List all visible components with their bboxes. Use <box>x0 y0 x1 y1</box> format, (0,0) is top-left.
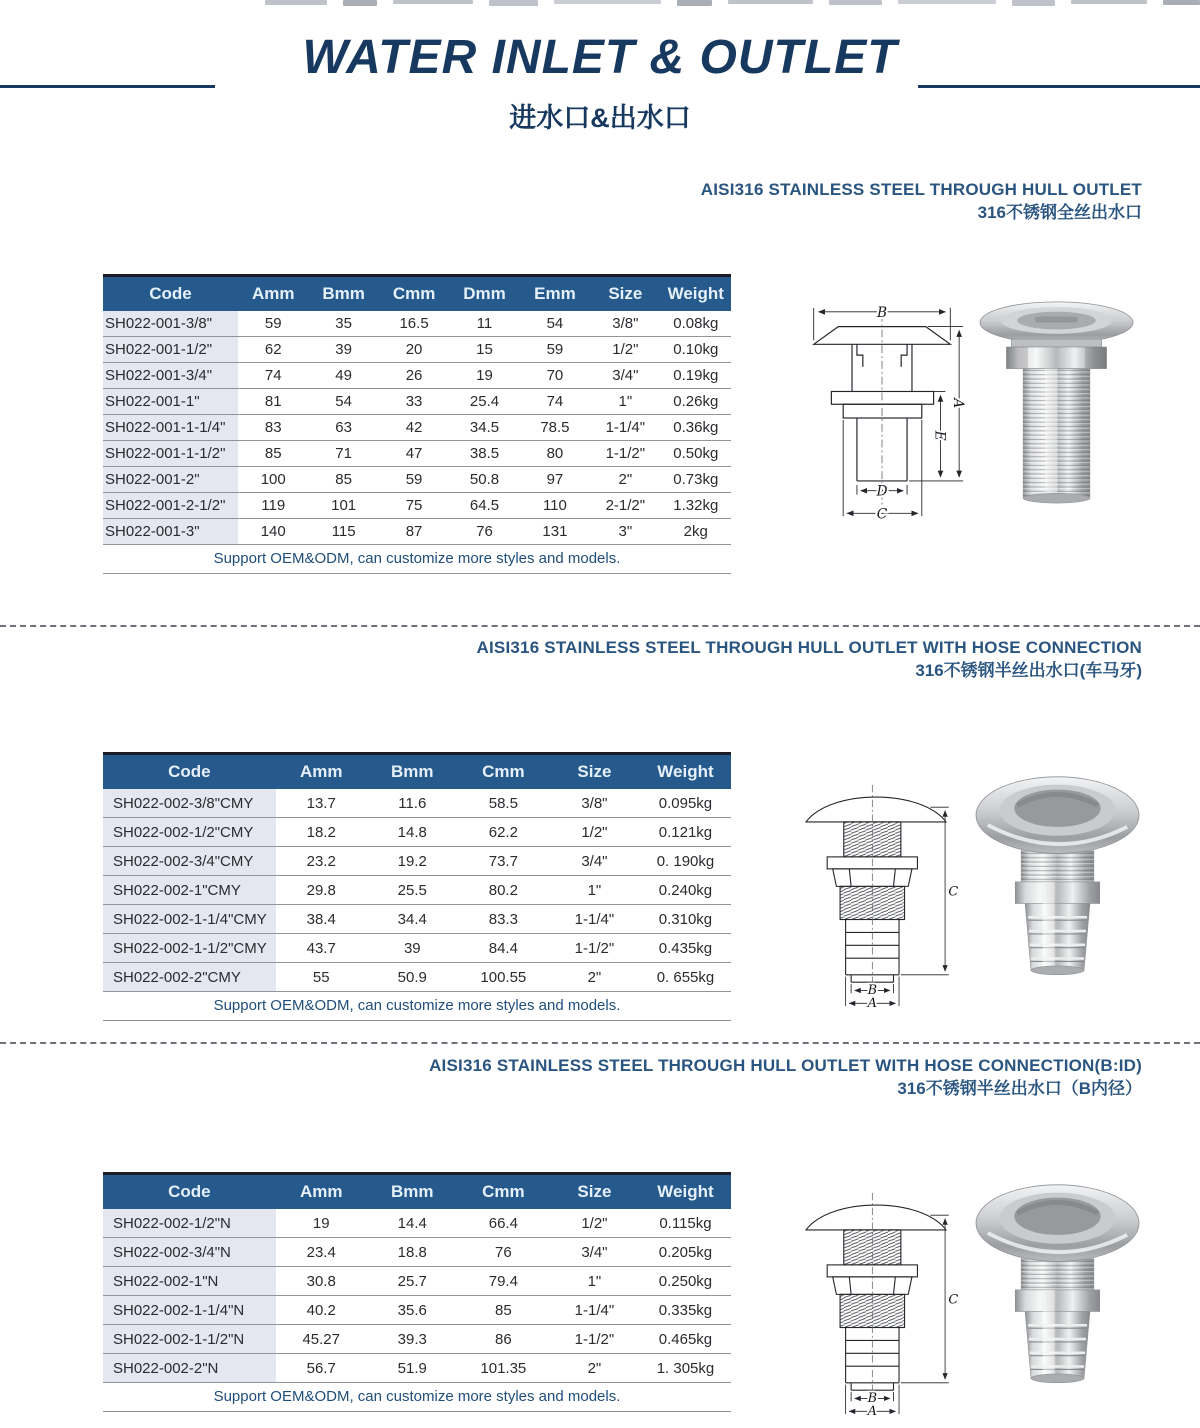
table-row <box>103 389 731 415</box>
page-title: WATER INLET & OUTLET <box>302 31 898 84</box>
code-cell: SH022-002-1-1/4"CMY <box>103 905 276 934</box>
column-header-size: Size <box>549 754 640 790</box>
value-cell: 39.3 <box>367 1325 458 1354</box>
table-row <box>103 415 731 441</box>
dim-label-a: A <box>950 398 967 409</box>
section1-heading <box>701 179 1142 224</box>
table-row <box>103 847 731 876</box>
value-cell: 0.19kg <box>661 363 731 389</box>
value-cell: 1" <box>549 876 640 905</box>
table-row <box>103 1296 731 1325</box>
value-cell: 33 <box>379 389 449 415</box>
note-row <box>103 545 731 574</box>
column-header-dmm: Dmm <box>449 276 519 312</box>
dimension-drawing-icon <box>796 298 968 539</box>
value-cell: 3/8" <box>549 789 640 818</box>
dim-label-a: A <box>867 996 877 1012</box>
column-header-size: Size <box>590 276 660 312</box>
value-cell: 1/2" <box>549 818 640 847</box>
dim-label-b: B <box>876 304 888 321</box>
dim-label-b: B <box>867 983 878 999</box>
value-cell: 0.26kg <box>661 389 731 415</box>
value-cell: 2" <box>549 963 640 992</box>
value-cell: 87 <box>379 519 449 545</box>
value-cell: 0.73kg <box>661 467 731 493</box>
value-cell: 81 <box>238 389 308 415</box>
value-cell: 19.2 <box>367 847 458 876</box>
table-row <box>103 1354 731 1383</box>
value-cell: 66.4 <box>458 1209 549 1238</box>
value-cell: 140 <box>238 519 308 545</box>
column-header-cmm: Cmm <box>458 1174 549 1210</box>
section3-table-wrap <box>103 1172 731 1412</box>
value-cell: 2-1/2" <box>590 493 660 519</box>
value-cell: 30.8 <box>276 1267 367 1296</box>
dim-label-c: C <box>876 506 888 523</box>
value-cell: 16.5 <box>379 311 449 337</box>
section3-dimension-drawing <box>792 1182 960 1427</box>
section1-table-wrap <box>103 274 731 574</box>
value-cell: 0.121kg <box>640 818 731 847</box>
section2-heading-cn: 316不锈钢半丝出水口(车马牙) <box>915 661 1142 680</box>
title-rule-right <box>918 85 1200 88</box>
value-cell: 110 <box>520 493 590 519</box>
code-cell: SH022-001-3/4" <box>103 363 238 389</box>
value-cell: 3/8" <box>590 311 660 337</box>
value-cell: 1" <box>590 389 660 415</box>
code-cell: SH022-002-3/4"N <box>103 1238 276 1267</box>
oem-note: Support OEM&ODM, can customize more styles and models. <box>103 1383 731 1412</box>
value-cell: 0.465kg <box>640 1325 731 1354</box>
column-header-weight: Weight <box>640 754 731 790</box>
value-cell: 43.7 <box>276 934 367 963</box>
value-cell: 23.4 <box>276 1238 367 1267</box>
oem-note: Support OEM&ODM, can customize more styles and models. <box>103 545 731 574</box>
section1-heading-en: AISI316 STAINLESS STEEL THROUGH HULL OUTLET <box>700 180 1142 199</box>
code-cell: SH022-002-1/2"N <box>103 1209 276 1238</box>
value-cell: 51.9 <box>367 1354 458 1383</box>
value-cell: 49 <box>308 363 378 389</box>
code-cell: SH022-001-1" <box>103 389 238 415</box>
code-cell: SH022-002-2"CMY <box>103 963 276 992</box>
value-cell: 75 <box>379 493 449 519</box>
table-row <box>103 1325 731 1354</box>
value-cell: 78.5 <box>520 415 590 441</box>
table-row <box>103 963 731 992</box>
value-cell: 119 <box>238 493 308 519</box>
table-row <box>103 363 731 389</box>
dimension-drawing-icon <box>792 1182 960 1427</box>
value-cell: 71 <box>308 441 378 467</box>
hose-fitting-photo-icon <box>972 1174 1144 1395</box>
value-cell: 1/2" <box>549 1209 640 1238</box>
value-cell: 14.8 <box>367 818 458 847</box>
value-cell: 15 <box>449 337 519 363</box>
value-cell: 62 <box>238 337 308 363</box>
value-cell: 0.435kg <box>640 934 731 963</box>
value-cell: 11 <box>449 311 519 337</box>
note-row <box>103 1383 731 1412</box>
value-cell: 80 <box>520 441 590 467</box>
value-cell: 74 <box>238 363 308 389</box>
value-cell: 2kg <box>661 519 731 545</box>
table-row <box>103 905 731 934</box>
value-cell: 79.4 <box>458 1267 549 1296</box>
header-row <box>103 1174 731 1210</box>
value-cell: 0.115kg <box>640 1209 731 1238</box>
value-cell: 115 <box>308 519 378 545</box>
column-header-size: Size <box>549 1174 640 1210</box>
value-cell: 76 <box>449 519 519 545</box>
dim-label-e: E <box>931 430 948 441</box>
code-cell: SH022-001-1/2" <box>103 337 238 363</box>
value-cell: 2" <box>549 1354 640 1383</box>
value-cell: 25.4 <box>449 389 519 415</box>
value-cell: 80.2 <box>458 876 549 905</box>
value-cell: 11.6 <box>367 789 458 818</box>
value-cell: 3/4" <box>549 1238 640 1267</box>
column-header-bmm: Bmm <box>308 276 378 312</box>
value-cell: 25.5 <box>367 876 458 905</box>
column-header-code: Code <box>103 754 276 790</box>
section2-heading-en: AISI316 STAINLESS STEEL THROUGH HULL OUTLET WITH HOSE CONNECTION <box>476 638 1142 657</box>
value-cell: 1/2" <box>590 337 660 363</box>
value-cell: 39 <box>367 934 458 963</box>
value-cell: 39 <box>308 337 378 363</box>
value-cell: 38.5 <box>449 441 519 467</box>
value-cell: 86 <box>458 1325 549 1354</box>
value-cell: 55 <box>276 963 367 992</box>
value-cell: 0.205kg <box>640 1238 731 1267</box>
value-cell: 0.335kg <box>640 1296 731 1325</box>
value-cell: 1-1/2" <box>549 1325 640 1354</box>
value-cell: 58.5 <box>458 789 549 818</box>
value-cell: 1. 305kg <box>640 1354 731 1383</box>
column-header-bmm: Bmm <box>367 1174 458 1210</box>
value-cell: 34.4 <box>367 905 458 934</box>
value-cell: 35 <box>308 311 378 337</box>
value-cell: 3/4" <box>549 847 640 876</box>
section3-heading-en: AISI316 STAINLESS STEEL THROUGH HULL OUTLET WITH HOSE CONNECTION(B:ID) <box>429 1056 1142 1075</box>
value-cell: 25.7 <box>367 1267 458 1296</box>
value-cell: 85 <box>308 467 378 493</box>
section-divider <box>0 1042 1200 1044</box>
value-cell: 74 <box>520 389 590 415</box>
column-header-code: Code <box>103 276 238 312</box>
table-row <box>103 818 731 847</box>
value-cell: 3" <box>590 519 660 545</box>
column-header-amm: Amm <box>276 1174 367 1210</box>
value-cell: 18.2 <box>276 818 367 847</box>
spec-table-full-thread <box>103 274 731 574</box>
value-cell: 73.7 <box>458 847 549 876</box>
value-cell: 0.310kg <box>640 905 731 934</box>
table-row <box>103 789 731 818</box>
value-cell: 23.2 <box>276 847 367 876</box>
value-cell: 0.08kg <box>661 311 731 337</box>
value-cell: 35.6 <box>367 1296 458 1325</box>
spec-table-hose-connection <box>103 752 731 1021</box>
code-cell: SH022-002-1/2"CMY <box>103 818 276 847</box>
code-cell: SH022-002-3/4"CMY <box>103 847 276 876</box>
value-cell: 54 <box>520 311 590 337</box>
section3-heading-cn: 316不锈钢半丝出水口（B内径） <box>897 1079 1142 1098</box>
table-row <box>103 311 731 337</box>
value-cell: 3/4" <box>590 363 660 389</box>
column-header-cmm: Cmm <box>458 754 549 790</box>
value-cell: 1-1/2" <box>549 934 640 963</box>
value-cell: 59 <box>238 311 308 337</box>
section1-dimension-drawing <box>796 298 968 539</box>
value-cell: 1-1/2" <box>590 441 660 467</box>
section2-dimension-drawing <box>792 774 960 1019</box>
code-cell: SH022-002-1-1/2"CMY <box>103 934 276 963</box>
code-cell: SH022-002-1-1/2"N <box>103 1325 276 1354</box>
column-header-amm: Amm <box>276 754 367 790</box>
column-header-code: Code <box>103 1174 276 1210</box>
code-cell: SH022-002-1"N <box>103 1267 276 1296</box>
value-cell: 1" <box>549 1267 640 1296</box>
section3-heading <box>429 1055 1142 1100</box>
column-header-cmm: Cmm <box>379 276 449 312</box>
value-cell: 63 <box>308 415 378 441</box>
value-cell: 1.32kg <box>661 493 731 519</box>
oem-note: Support OEM&ODM, can customize more styles and models. <box>103 992 731 1021</box>
section-divider <box>0 625 1200 627</box>
value-cell: 50.8 <box>449 467 519 493</box>
value-cell: 0.095kg <box>640 789 731 818</box>
code-cell: SH022-001-3" <box>103 519 238 545</box>
value-cell: 2" <box>590 467 660 493</box>
code-cell: SH022-002-1-1/4"N <box>103 1296 276 1325</box>
dim-label-d: D <box>876 483 888 500</box>
value-cell: 83 <box>238 415 308 441</box>
value-cell: 76 <box>458 1238 549 1267</box>
code-cell: SH022-001-3/8" <box>103 311 238 337</box>
table-row <box>103 493 731 519</box>
code-cell: SH022-001-1-1/2" <box>103 441 238 467</box>
dim-label-c: C <box>948 884 959 900</box>
value-cell: 19 <box>449 363 519 389</box>
value-cell: 70 <box>520 363 590 389</box>
value-cell: 56.7 <box>276 1354 367 1383</box>
value-cell: 100 <box>238 467 308 493</box>
table-row <box>103 467 731 493</box>
value-cell: 101 <box>308 493 378 519</box>
value-cell: 62.2 <box>458 818 549 847</box>
value-cell: 0. 655kg <box>640 963 731 992</box>
section2-product-photo <box>972 766 1144 987</box>
code-cell: SH022-001-2" <box>103 467 238 493</box>
value-cell: 100.55 <box>458 963 549 992</box>
value-cell: 13.7 <box>276 789 367 818</box>
value-cell: 0.10kg <box>661 337 731 363</box>
value-cell: 85 <box>458 1296 549 1325</box>
column-header-weight: Weight <box>640 1174 731 1210</box>
column-header-weight: Weight <box>661 276 731 312</box>
value-cell: 34.5 <box>449 415 519 441</box>
value-cell: 0.36kg <box>661 415 731 441</box>
code-cell: SH022-001-2-1/2" <box>103 493 238 519</box>
value-cell: 97 <box>520 467 590 493</box>
value-cell: 101.35 <box>458 1354 549 1383</box>
column-header-emm: Emm <box>520 276 590 312</box>
table-row <box>103 441 731 467</box>
table-row <box>103 337 731 363</box>
value-cell: 20 <box>379 337 449 363</box>
dim-label-b: B <box>867 1391 878 1407</box>
page-subtitle-cn: 进水口&出水口 <box>509 103 691 133</box>
value-cell: 26 <box>379 363 449 389</box>
table-row <box>103 1209 731 1238</box>
dimension-drawing-icon <box>792 774 960 1019</box>
value-cell: 19 <box>276 1209 367 1238</box>
value-cell: 1-1/4" <box>590 415 660 441</box>
note-row <box>103 992 731 1021</box>
value-cell: 38.4 <box>276 905 367 934</box>
value-cell: 18.8 <box>367 1238 458 1267</box>
section1-heading-cn: 316不锈钢全丝出水口 <box>977 203 1142 222</box>
value-cell: 42 <box>379 415 449 441</box>
value-cell: 83.3 <box>458 905 549 934</box>
dim-label-a: A <box>867 1404 877 1420</box>
spec-table-hose-connection-bid <box>103 1172 731 1412</box>
code-cell: SH022-002-2"N <box>103 1354 276 1383</box>
value-cell: 29.8 <box>276 876 367 905</box>
dim-label-c: C <box>948 1292 959 1308</box>
code-cell: SH022-001-1-1/4" <box>103 415 238 441</box>
hose-fitting-photo-icon <box>972 766 1144 987</box>
value-cell: 40.2 <box>276 1296 367 1325</box>
section2-heading <box>477 637 1142 682</box>
value-cell: 0.250kg <box>640 1267 731 1296</box>
top-edge-artifact <box>265 0 1200 8</box>
column-header-bmm: Bmm <box>367 754 458 790</box>
code-cell: SH022-002-1"CMY <box>103 876 276 905</box>
value-cell: 84.4 <box>458 934 549 963</box>
code-cell: SH022-002-3/8"CMY <box>103 789 276 818</box>
value-cell: 59 <box>379 467 449 493</box>
value-cell: 1-1/4" <box>549 1296 640 1325</box>
value-cell: 1-1/4" <box>549 905 640 934</box>
title-rule-left <box>0 85 215 88</box>
column-header-amm: Amm <box>238 276 308 312</box>
value-cell: 14.4 <box>367 1209 458 1238</box>
value-cell: 131 <box>520 519 590 545</box>
header-row <box>103 754 731 790</box>
table-row <box>103 934 731 963</box>
value-cell: 47 <box>379 441 449 467</box>
table-row <box>103 876 731 905</box>
value-cell: 54 <box>308 389 378 415</box>
value-cell: 0.50kg <box>661 441 731 467</box>
value-cell: 85 <box>238 441 308 467</box>
table-row <box>103 1238 731 1267</box>
section2-table-wrap <box>103 752 731 1021</box>
value-cell: 64.5 <box>449 493 519 519</box>
value-cell: 0.240kg <box>640 876 731 905</box>
table-row <box>103 519 731 545</box>
value-cell: 0. 190kg <box>640 847 731 876</box>
through-hull-photo-icon <box>976 296 1138 507</box>
value-cell: 50.9 <box>367 963 458 992</box>
header-row <box>103 276 731 312</box>
section1-product-photo <box>976 296 1138 507</box>
table-row <box>103 1267 731 1296</box>
value-cell: 59 <box>520 337 590 363</box>
section3-product-photo <box>972 1174 1144 1395</box>
value-cell: 45.27 <box>276 1325 367 1354</box>
